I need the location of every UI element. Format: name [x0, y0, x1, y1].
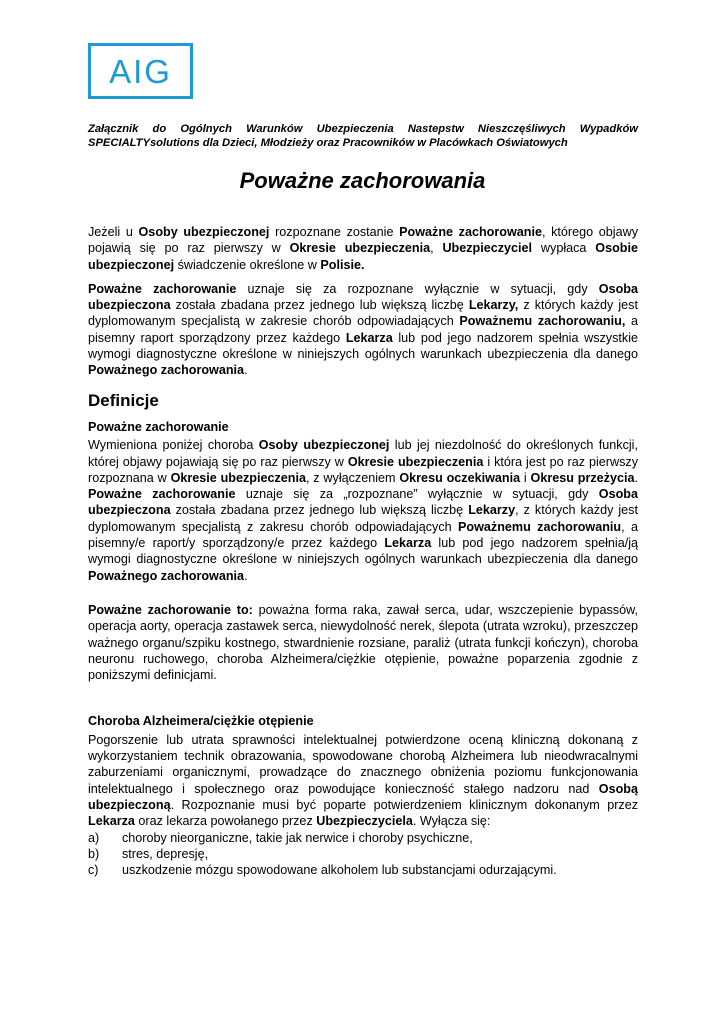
list-item	[88, 830, 638, 846]
text-run: Wymieniona poniżej choroba	[88, 438, 259, 453]
bold-text-run: Okresu przeżycia	[530, 470, 635, 485]
document-body	[88, 224, 638, 878]
list-item-text: stres, depresję,	[122, 846, 209, 861]
text-run: i która jest po raz pierwszy rozpoznana w	[88, 454, 638, 485]
bold-text-run: Osobą ubezpieczoną	[88, 781, 638, 812]
text-run: .	[244, 568, 248, 583]
text-run: , z wyłączeniem	[305, 470, 400, 485]
text-run: z których każdy jest dyplomowanym specjalistą w zakresie chorób odpowiadających	[88, 298, 638, 329]
intro-paragraph-2	[88, 281, 638, 379]
text-run: lub pod jego nadzorem spełnia wszystkie wymogi diagnostyczne określone w niniejszych ogólnych warunkach ubezpieczenia dla danego	[88, 330, 638, 362]
definition-title-serious-illness: Poważne zachorowanie	[88, 419, 229, 434]
bold-text-run: Osoba ubezpieczona	[88, 281, 638, 313]
page-title: Poważne zachorowania	[239, 168, 486, 193]
list-item-text: choroby nieorganiczne, takie jak nerwice i choroby psychiczne,	[122, 830, 473, 845]
text-run: , z których każdy jest dyplomowanym specjalistą z zakresu chorób odpowiadających	[88, 503, 638, 534]
bold-text-run: Osobie ubezpieczonej	[88, 241, 638, 272]
text-run: uznaje się za „rozpoznane” wyłącznie w sytuacji, gdy	[235, 487, 599, 502]
bold-text-run: Ubezpieczyciela	[316, 814, 413, 829]
bold-text-run: Osoby ubezpieczonej	[138, 225, 270, 239]
text-run: i	[520, 470, 531, 485]
text-run: . Rozpoznanie musi być poparte potwierdzeniem klinicznym dokonanym przez	[170, 797, 638, 812]
text-run: poważna forma raka, zawał serca, udar, wszczepienie bypassów, operacja aorty, operacja zastawek serca, niewydolność nerek, ślepota (utrata wzroku), przeszczep ważnego organu/szpiku kostnego, stwardnienie rozsiane, paraliż (utrata funkcji kończyn), choroba neuronu ruchowego, choroba Alzheimera/ciężkie otępienie, poważne poparzenia zgodnie z poniższymi definicjami.	[88, 602, 638, 683]
list-item-label: c)	[88, 863, 99, 878]
text-run: .	[244, 363, 248, 378]
serious-illness-list-paragraph	[88, 602, 638, 683]
list-item	[88, 862, 638, 878]
text-run: Jeżeli u	[88, 225, 139, 239]
definition-paragraph-serious-illness	[88, 437, 638, 584]
bold-text-run: Lekarza	[345, 330, 393, 345]
bold-text-run: Poważnemu zachorowaniu,	[459, 314, 626, 329]
bold-text-run: Poważne zachorowanie	[88, 487, 236, 502]
definitions-heading: Definicje	[88, 390, 159, 410]
bold-text-run: Polisie.	[320, 257, 365, 272]
list-item	[88, 846, 638, 862]
text-run: uznaje się za rozpoznane wyłącznie w sytuacji, gdy	[236, 281, 599, 296]
bold-text-run: Poważnemu zachorowaniu	[458, 519, 622, 534]
bold-text-run: Poważne zachorowanie	[88, 281, 237, 296]
bold-text-run: Lekarzy,	[468, 298, 519, 313]
text-run: , a pisemny/e raport/y sporządzony/e przez każdego	[88, 519, 638, 551]
text-run: .	[634, 470, 638, 485]
text-run: lub pod jego nadzorem spełnia/ją wymogi diagnostyczne określone w niniejszych ogólnych warunkach ubezpieczenia dla danego	[88, 536, 638, 567]
text-run: została zbadana przez jednego lub większą liczbę	[170, 298, 469, 313]
text-run: ,	[430, 241, 443, 256]
logo-text: AIG	[109, 52, 172, 90]
aig-logo	[88, 43, 193, 99]
definition-title-alzheimer: Choroba Alzheimera/ciężkie otępienie	[88, 714, 314, 729]
bold-text-run: Poważne zachorowanie	[399, 225, 542, 239]
text-run: Pogorszenie lub utrata sprawności intelektualnej potwierdzone oceną kliniczną dokonaną z wykorzystaniem technik obrazowania, spowodowane chorobą Alzheimera lub nieodwracalnymi zaburzeniami organicznymi, prowadzące do znacznego obniżenia poziomu funkcjonowania intelektualnego i społecznego oraz powodujące konieczność stałego nadzoru nad	[88, 732, 638, 796]
text-run: . Wyłącza się:	[412, 814, 491, 829]
text-run: rozpoznane zostanie	[269, 225, 400, 239]
bold-text-run: Poważnego zachorowania	[88, 568, 245, 583]
bold-text-run: Okresie ubezpieczenia	[347, 454, 484, 469]
text-run: lub jej niezdolność do określonych funkcji, której objawy pojawiają się po raz pierwszy w	[88, 438, 638, 469]
bold-text-run: Lekarzy	[468, 503, 516, 518]
bold-text-run: Ubezpieczyciel	[442, 241, 533, 256]
intro-paragraph-1	[88, 224, 638, 273]
exclusions-list	[88, 830, 638, 879]
bold-text-run: Poważnego zachorowania	[88, 363, 245, 378]
text-run: a pisemny raport sporządzony przez każdego	[88, 314, 638, 345]
bold-text-run: Okresu oczekiwania	[399, 470, 521, 485]
text-run: świadczenie określone w	[174, 257, 321, 272]
text-run: została zbadana przez jednego lub większą liczbę	[170, 503, 469, 518]
text-run: , którego objawy pojawią się po raz pierwszy w	[88, 225, 638, 256]
document-subtitle: Załącznik do Ogólnych Warunków Ubezpieczenia Nastepstw Nieszczęśliwych Wypadków SPECIALTYsolutions dla Dzieci, Młodzieży oraz Pracowników w Placówkach Oświatowych	[88, 123, 638, 149]
list-item-label: b)	[88, 846, 100, 861]
bold-text-run: Okresie ubezpieczenia	[170, 470, 306, 485]
text-run: oraz lekarza powołanego przez	[134, 814, 317, 829]
bold-text-run: Lekarza	[384, 536, 432, 551]
bold-text-run: Okresie ubezpieczenia	[289, 241, 431, 256]
definition-paragraph-alzheimer	[88, 732, 638, 830]
bold-text-run: Osoby ubezpieczonej	[258, 438, 390, 453]
bold-text-run: Lekarza	[88, 814, 135, 829]
bold-text-run: Osoba ubezpieczona	[88, 487, 638, 518]
text-run: wypłaca	[532, 241, 596, 256]
list-item-label: a)	[88, 830, 100, 845]
list-item-text: uszkodzenie mózgu spowodowane alkoholem lub substancjami odurzającymi.	[122, 863, 557, 878]
bold-text-run: Poważne zachorowanie to:	[88, 602, 253, 617]
